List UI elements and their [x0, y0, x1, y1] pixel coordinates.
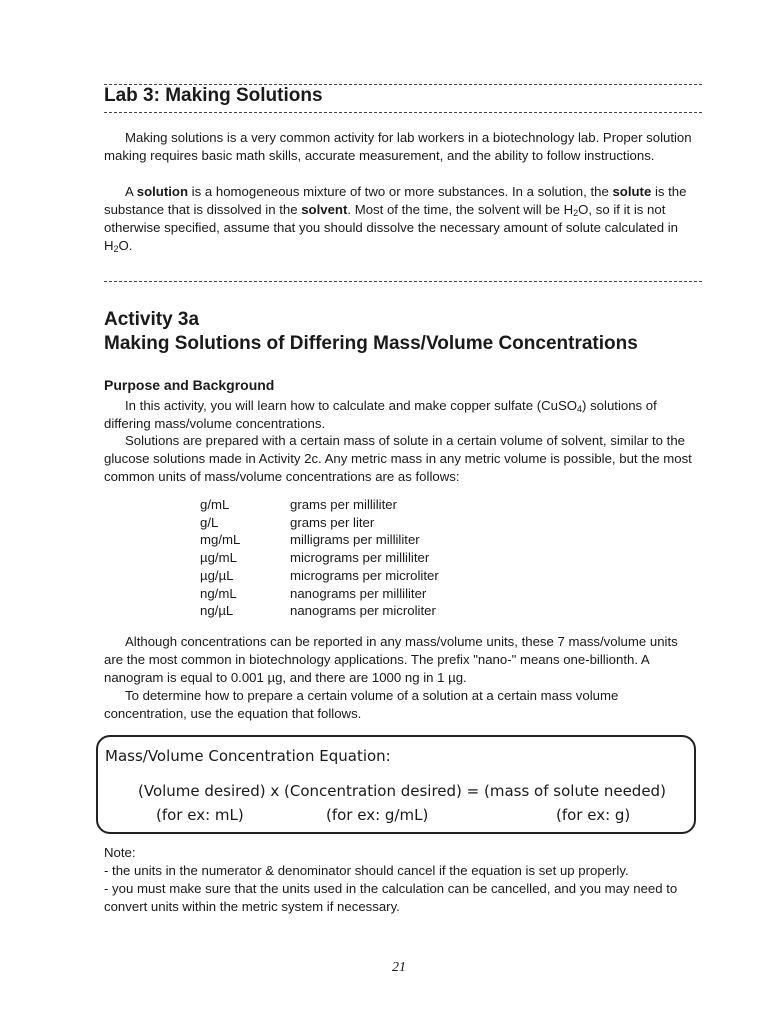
- subscript: 2: [113, 244, 119, 254]
- unit-abbr: g/L: [200, 514, 219, 530]
- intro-text-1: Making solutions is a very common activity for lab workers in a biotechnology lab. Proper solution making requires basic math skills, accurate measurement, and the ability to follow instructions.: [104, 130, 692, 163]
- text-run: A: [125, 184, 137, 199]
- page-number: 21: [392, 960, 406, 975]
- unit-row: [200, 514, 439, 532]
- unit-name: micrograms per milliliter: [290, 550, 430, 566]
- text-run: O.: [118, 238, 133, 253]
- unit-name: grams per liter: [290, 514, 375, 530]
- unit-name: nanograms per milliliter: [290, 585, 427, 601]
- unit-name: nanograms per microliter: [290, 603, 436, 619]
- equation-example-concentration: (for ex: g/mL): [326, 806, 429, 824]
- unit-row: [200, 567, 439, 585]
- text-run: is a homogeneous mixture of two or more substances. In a solution, the: [188, 184, 613, 199]
- purpose-paragraph-2: [104, 432, 700, 486]
- equation-box: [96, 735, 696, 834]
- term-solvent: solvent: [301, 202, 348, 217]
- intro-paragraph-1: [104, 129, 700, 165]
- unit-row: [200, 549, 439, 567]
- note-label: Note:: [104, 845, 136, 860]
- equation-example-volume: (for ex: mL): [156, 806, 244, 824]
- text-run: In this activity, you will learn how to calculate and make copper sulfate (CuSO: [125, 398, 578, 413]
- note-item: - the units in the numerator & denominator should cancel if the equation is set up properly.: [104, 863, 629, 878]
- subscript: 2: [573, 208, 579, 218]
- activity-title: Making Solutions of Differing Mass/Volume Concentrations: [104, 333, 638, 354]
- unit-name: micrograms per microliter: [290, 567, 439, 583]
- after-units-paragraph-2: [104, 687, 700, 723]
- activity-number: Activity 3a: [104, 309, 200, 330]
- unit-name: milligrams per milliliter: [290, 532, 420, 548]
- text-run: ) solutions of differing mass/volume concentrations.: [104, 398, 657, 431]
- text-run: To determine how to prepare a certain volume of a solution at a certain mass volume concentration, use the equation that follows.: [104, 688, 619, 721]
- after-units-paragraph-1: [104, 633, 700, 687]
- note-item: - you must make sure that the units used in the calculation can be cancelled, and you may need to convert units within the metric system if necessary.: [104, 881, 678, 914]
- unit-abbr: ng/mL: [200, 585, 237, 601]
- lab-title: Lab 3: Making Solutions: [104, 85, 323, 106]
- units-table: [200, 496, 439, 620]
- unit-abbr: µg/mL: [200, 550, 237, 566]
- purpose-paragraph-1: [104, 397, 700, 433]
- term-solute: solute: [612, 184, 652, 199]
- text-run: . Most of the time, the solvent will be H: [347, 202, 574, 217]
- equation-example-mass: (for ex: g): [556, 806, 631, 824]
- purpose-heading: Purpose and Background: [104, 377, 275, 393]
- text-run: is the substance that is dissolved in the: [104, 184, 687, 217]
- text-run: Although concentrations can be reported in any mass/volume units, these 7 mass/volume units are the most common in biotechnology applications. The prefix "nano-" means one-billionth. A nanogram is equal to 0.001 µg, and there are 1000 ng in 1 µg.: [104, 634, 678, 685]
- equation-title: Mass/Volume Concentration Equation:: [105, 747, 391, 765]
- unit-abbr: g/mL: [200, 497, 230, 512]
- unit-abbr: mg/mL: [200, 532, 241, 548]
- equation-line: (Volume desired) x (Concentration desired) = (mass of solute needed): [138, 782, 666, 800]
- divider: [104, 281, 702, 282]
- text-run: O, so if it is not otherwise specified, assume that you should dissolve the necessary amount of solute calculated in H: [104, 202, 678, 253]
- unit-abbr: µg/µL: [200, 567, 234, 583]
- divider: [104, 112, 702, 113]
- subscript: 4: [577, 404, 583, 414]
- intro-paragraph-2: [104, 183, 700, 255]
- text-run: Solutions are prepared with a certain mass of solute in a certain volume of solvent, similar to the glucose solutions made in Activity 2c. Any metric mass in any metric volume is possible, but the most common units of mass/volume concentrations are as follows:: [104, 433, 692, 484]
- term-solution: solution: [136, 184, 189, 199]
- unit-row: [200, 602, 439, 620]
- unit-row: [200, 585, 439, 603]
- note: [104, 844, 704, 916]
- unit-abbr: ng/µL: [200, 603, 234, 619]
- unit-row: [200, 496, 439, 514]
- unit-row: [200, 531, 439, 549]
- unit-name: grams per milliliter: [290, 497, 397, 512]
